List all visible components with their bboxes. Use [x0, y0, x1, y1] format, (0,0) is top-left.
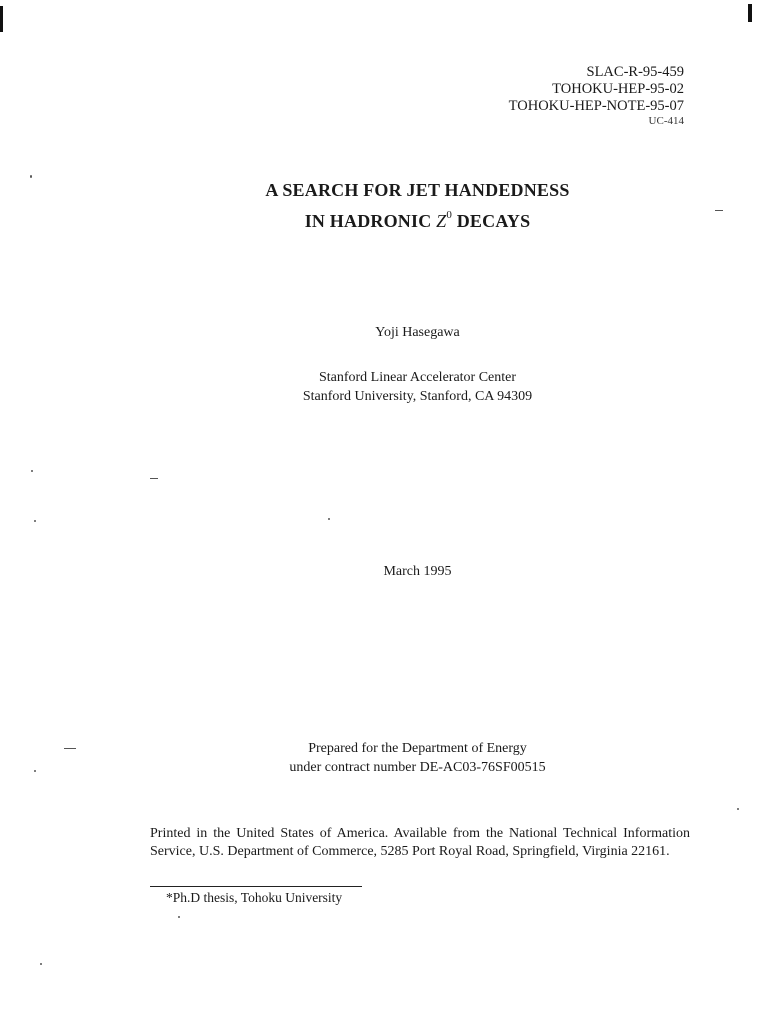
title-z-superscript: 0 [446, 209, 453, 221]
title-line-1: A SEARCH FOR JET HANDEDNESS [265, 180, 570, 200]
scan-speck [178, 916, 180, 918]
title-line-2-post: DECAYS [452, 211, 531, 231]
title-z-symbol: Z [436, 211, 447, 231]
printed-notice: Printed in the United States of America. Available from the National Technical Information Service, U.S. Department of Commerce, 5285 Port Royal Road, Springfield, Virginia 22161. [150, 826, 690, 859]
report-number-slac: SLAC-R-95-459 [586, 64, 684, 80]
scan-speck [64, 748, 76, 749]
publication-date: March 1995 [383, 564, 452, 579]
scan-edge-mark-left [0, 6, 3, 32]
footnote: *Ph.D thesis, Tohoku University [166, 890, 343, 905]
footnote-rule [150, 886, 362, 887]
thesis-title [0, 177, 770, 235]
report-numbers [509, 64, 684, 127]
prepared-line-1: Prepared for the Department of Energy [308, 741, 527, 756]
prepared-line-2: under contract number DE-AC03-76SF00515 [289, 760, 546, 775]
scan-speck [40, 963, 42, 965]
scan-speck [150, 478, 158, 479]
scan-speck [34, 770, 36, 772]
affiliation-line-1: Stanford Linear Accelerator Center [318, 370, 517, 385]
scan-edge-mark-right [748, 4, 752, 22]
affiliation [0, 368, 770, 406]
scan-speck [34, 520, 36, 522]
author-name: Yoji Hasegawa [375, 325, 460, 340]
report-number-tohoku-hep: TOHOKU-HEP-95-02 [552, 81, 684, 97]
scan-speck [328, 518, 330, 520]
affiliation-line-2: Stanford University, Stanford, CA 94309 [302, 389, 533, 404]
report-number-uc: UC-414 [648, 115, 684, 127]
scan-speck [30, 175, 32, 178]
title-line-2-pre: IN HADRONIC [304, 211, 437, 231]
scan-speck [31, 470, 33, 472]
prepared-for [0, 739, 770, 777]
report-number-tohoku-hep-note: TOHOKU-HEP-NOTE-95-07 [508, 98, 684, 114]
scan-speck [737, 808, 739, 810]
title-line-2 [0, 204, 770, 235]
scan-speck [715, 210, 723, 211]
